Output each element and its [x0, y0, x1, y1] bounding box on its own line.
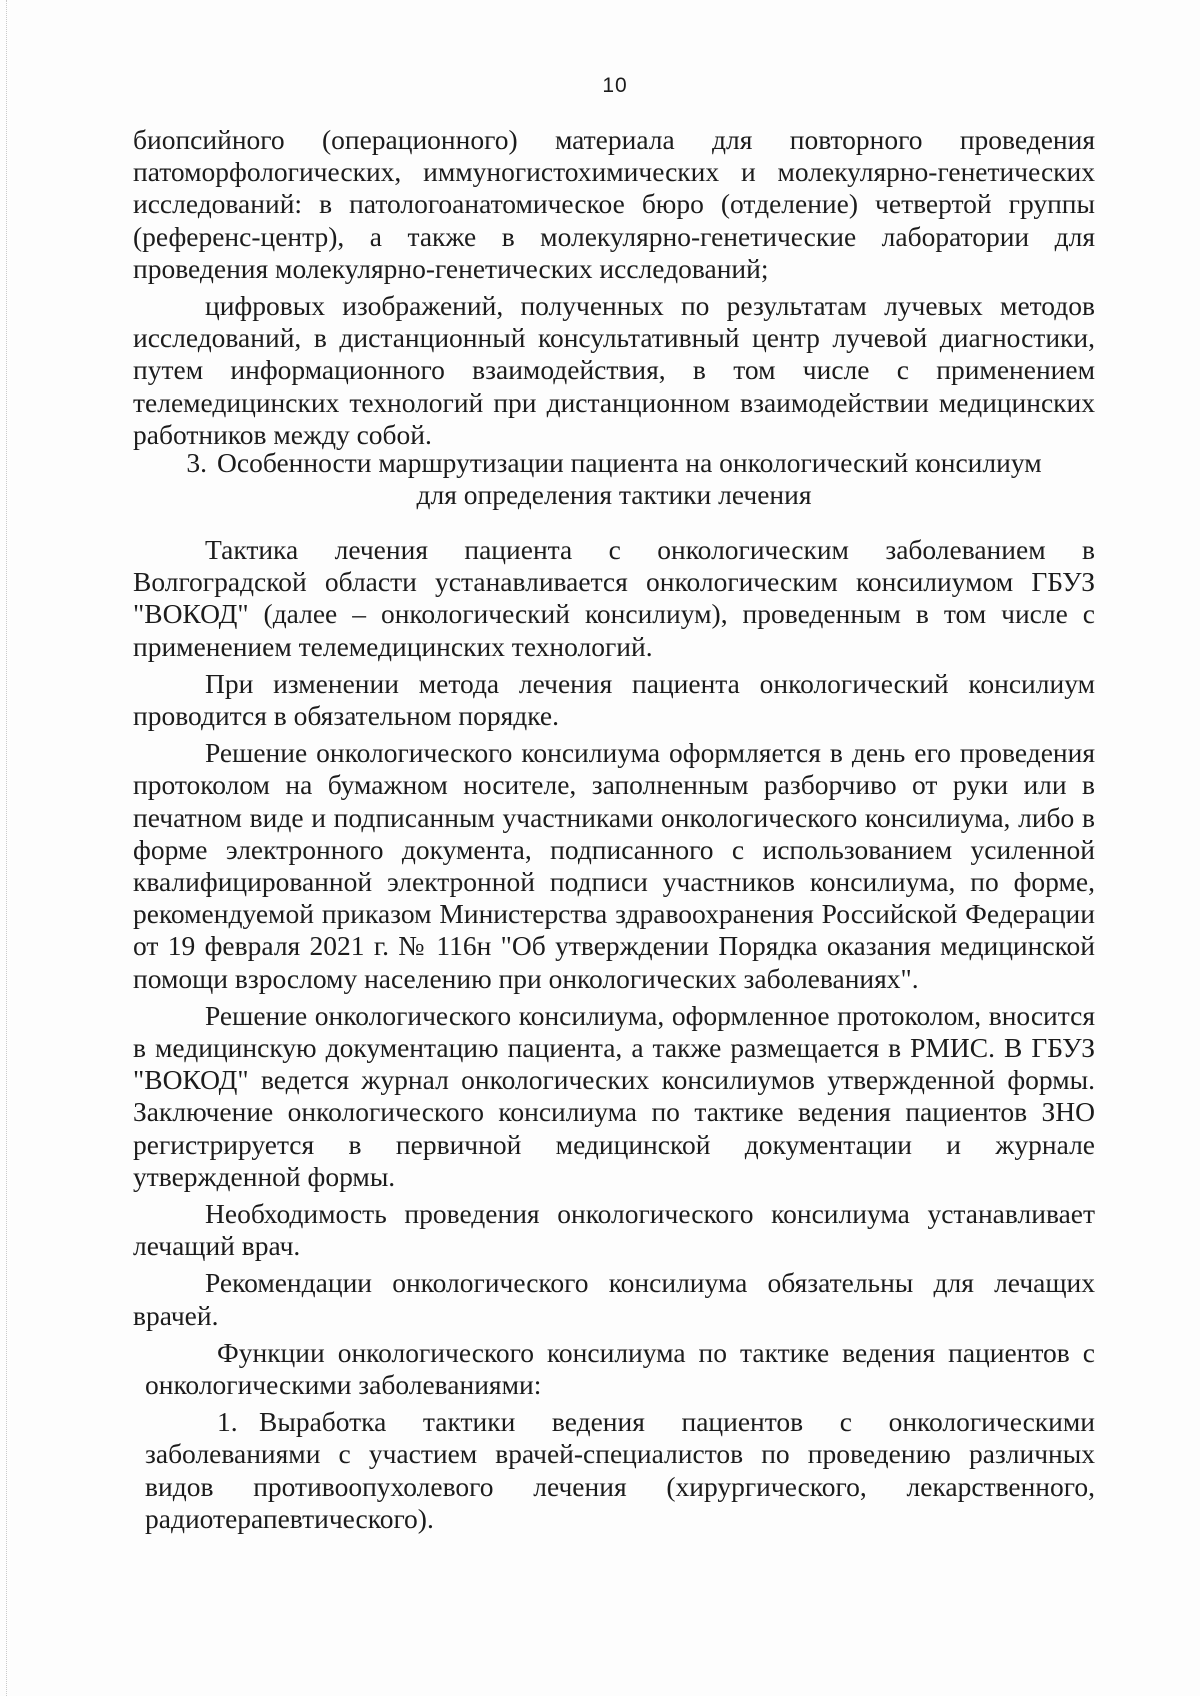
paragraph: Решение онкологического консилиума, оформленное протоколом, вносится в медицинскую документацию пациента, а также размещается в РМИС. В ГБУЗ "ВОКОД" ведется журнал онкологических консилиумов утвержденной формы. Заключение онкологического консилиума по тактике ведения пациентов ЗНО регистрируется в первичной медицинской документации и журнале утвержденной формы.: [133, 999, 1095, 1192]
paragraph: Необходимость проведения онкологического консилиума устанавливает лечащий врач.: [133, 1198, 1095, 1262]
section-title-line1: Особенности маршрутизации пациента на онкологический консилиум: [217, 447, 1042, 478]
continuation-block: [133, 124, 1095, 456]
paragraph: цифровых изображений, полученных по результатам лучевых методов исследований, в дистанционный консультативный центр лучевой диагностики, путем информационного взаимодействия, в том числе с применением телемедицинских технологий при дистанционном взаимодействии медицинских работников между собой.: [133, 290, 1095, 450]
paragraph: Функции онкологического консилиума по тактике ведения пациентов с онкологическими заболеваниями:: [145, 1336, 1095, 1401]
paragraph: При изменении метода лечения пациента онкологический консилиум проводится в обязательном порядке.: [133, 667, 1095, 732]
section-heading: [133, 447, 1095, 511]
page-number: 10: [602, 74, 628, 97]
list-marker: 1.: [217, 1406, 238, 1438]
paragraph: Решение онкологического консилиума оформляется в день его проведения протоколом на бумажном носителе, заполненным разборчиво от руки или в печатном виде и подписанным участниками онкологического консилиума, либо в форме электронного документа, подписанного с использованием усиленной квалифицированной электронной подписи участников консилиума, по форме, рекомендуемой приказом Министерства здравоохранения Российской Федерации от 19 февраля 2021 г. № 116н "Об утверждении Порядка оказания медицинской помощи взрослому населению при онкологических заболеваниях".: [133, 737, 1095, 994]
list-item-text: Выработка тактики ведения пациентов с онкологическими заболеваниями с участием врачей-специалистов по проведению различных видов противоопухолевого лечения (хирургического, лекарственного, радиотерапевтического).: [145, 1406, 1095, 1534]
paragraph: Рекомендации онкологического консилиума обязательны для лечащих врачей.: [133, 1267, 1095, 1331]
list-item: [145, 1406, 1095, 1535]
scan-edge-line: [6, 0, 8, 1696]
paragraph: биопсийного (операционного) материала для повторного проведения патоморфологических, иммуногистохимических и молекулярно-генетических исследований: в патологоанатомическое бюро (отделение) четвертой группы (референс-центр), а также в молекулярно-генетические лаборатории для проведения молекулярно-генетических исследований;: [133, 124, 1095, 284]
section-number: 3.: [186, 447, 207, 478]
paragraph: Тактика лечения пациента с онкологическим заболеванием в Волгоградской области устанавливается онкологическим консилиумом ГБУЗ "ВОКОД" (далее – онкологический консилиум), проведенным в том числе с применением телемедицинских технологий.: [133, 534, 1095, 662]
section-body: [133, 534, 1095, 1535]
section-title-line2: для определения тактики лечения: [416, 479, 812, 510]
